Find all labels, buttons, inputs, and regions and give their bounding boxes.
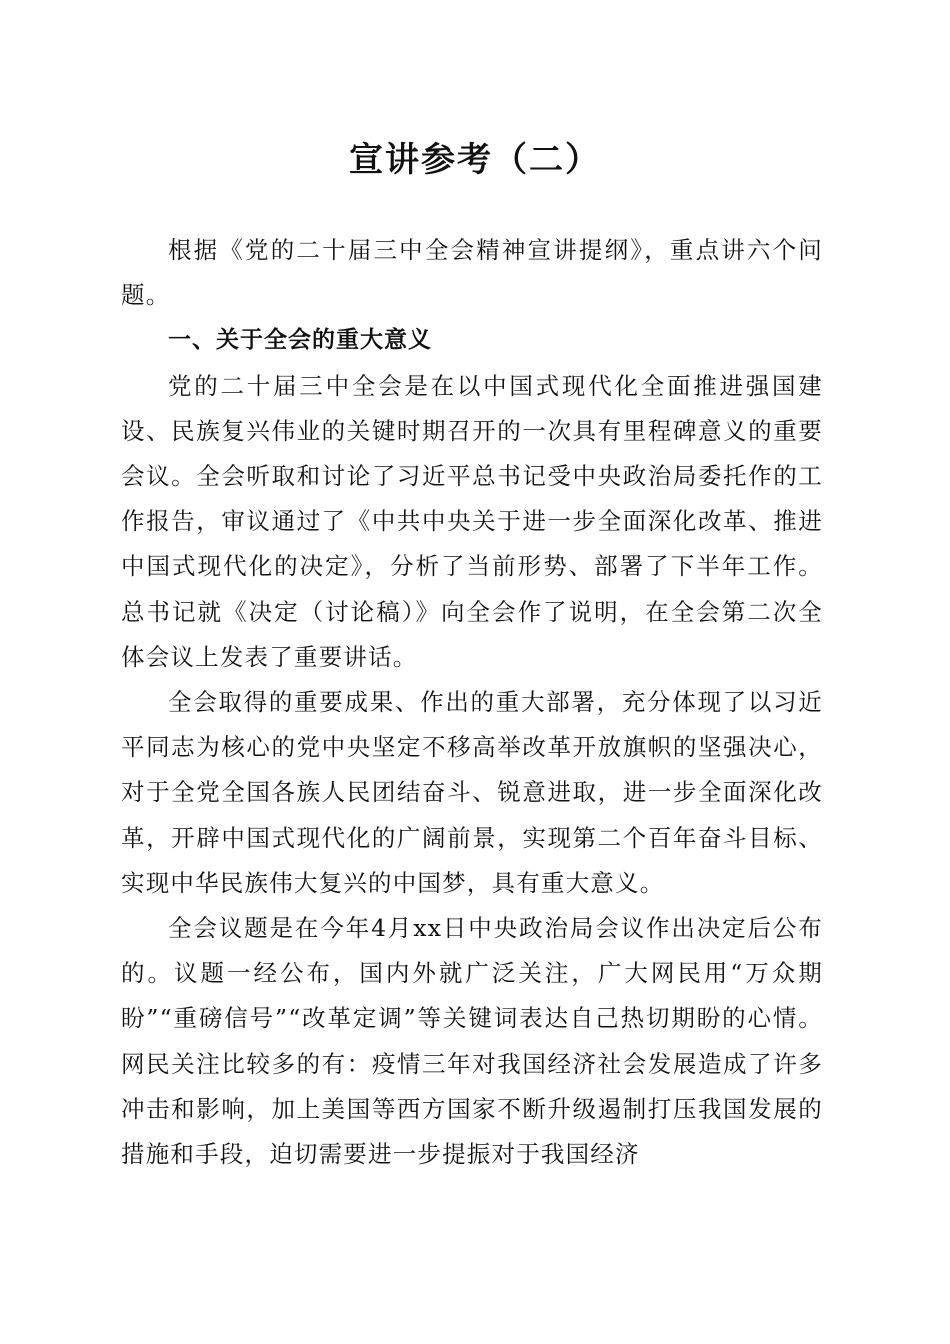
body-paragraph-3: 全会议题是在今年4月xx日中央政治局会议作出决定后公布的。议题一经公布，国内外就广泛关注，广大网民用“万众期盼”“重磅信号”“改革定调”等关键词表达自己热切期盼的心情。网民关注比较多的有：疫情三年对我国经济社会发展造成了许多冲击和影响，加上美国等西方国家不断升级遏制打压我国发展的措施和手段，迫切需要进一步提振对于我国经济 (121, 914, 823, 1169)
intro-paragraph: 根据《党的二十届三中全会精神宣讲提纲》，重点讲六个问题。 (121, 236, 823, 310)
body-paragraph-2: 全会取得的重要成果、作出的重大部署，充分体现了以习近平同志为核心的党中央坚定不移高举改革开放旗帜的坚强决心，对于全党全国各族人民团结奋斗、锐意进取，进一步全面深化改革，开辟中国式现代化的广阔前景，实现第二个百年奋斗目标、实现中华民族伟大复兴的中国梦，具有重大意义。 (121, 688, 823, 897)
section-heading: 一、关于全会的重大意义 (168, 327, 432, 354)
body-paragraph-1: 党的二十届三中全会是在以中国式现代化全面推进强国建设、民族复兴伟业的关键时期召开的一次具有里程碑意义的重要会议。全会听取和讨论了习近平总书记受中央政治局委托作的工作报告，审议通过了《中共中央关于进一步全面深化改革、推进中国式现代化的决定》，分析了当前形势、部署了下半年工作。总书记就《决定（讨论稿）》向全会作了说明，在全会第二次全体会议上发表了重要讲话。 (121, 371, 823, 671)
document-title: 宣讲参考（二） (349, 140, 601, 180)
document-body (121, 228, 823, 1177)
